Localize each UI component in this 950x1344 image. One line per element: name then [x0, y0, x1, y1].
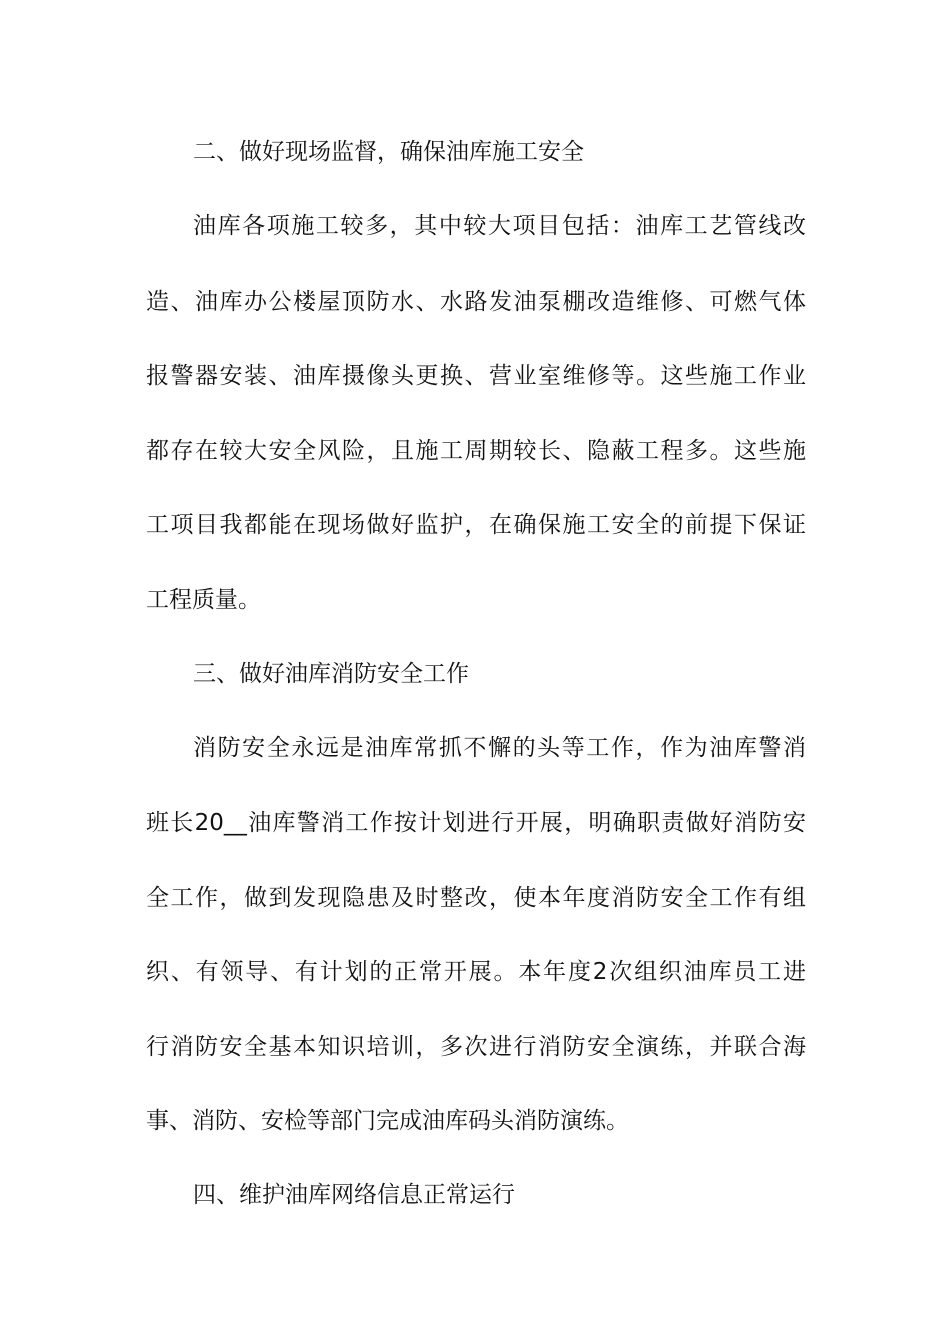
paragraph-line: 消防安全永远是油库常抓不懈的头等工作，作为油库警消 — [193, 735, 806, 761]
paragraph-line: 全工作，做到发现隐患及时整改，使本年度消防安全工作有组 — [146, 885, 806, 911]
paragraph-line: 油库各项施工较多，其中较大项目包括：油库工艺管线改 — [193, 213, 806, 239]
paragraph-line: 班长20__油库警消工作按计划进行开展，明确职责做好消防安 — [146, 810, 806, 836]
paragraph-line: 事、消防、安检等部门完成油库码头消防演练。 — [146, 1108, 629, 1134]
paragraph-line: 报警器安装、油库摄像头更换、营业室维修等。这些施工作业 — [146, 363, 806, 389]
section-heading-2: 二、做好现场监督，确保油库施工安全 — [193, 139, 584, 165]
paragraph-line: 工程质量。 — [146, 587, 261, 613]
paragraph-line: 造、油库办公楼屋顶防水、水路发油泵棚改造维修、可燃气体 — [146, 289, 806, 315]
paragraph-line: 都存在较大安全风险，且施工周期较长、隐蔽工程多。这些施 — [146, 438, 806, 464]
paragraph-line: 工项目我都能在现场做好监护，在确保施工安全的前提下保证 — [146, 512, 806, 538]
section-heading-4: 四、维护油库网络信息正常运行 — [193, 1182, 515, 1208]
section-heading-3: 三、做好油库消防安全工作 — [193, 661, 469, 687]
paragraph-line: 织、有领导、有计划的正常开展。本年度2次组织油库员工进 — [146, 959, 806, 985]
paragraph-line: 行消防安全基本知识培训，多次进行消防安全演练，并联合海 — [146, 1034, 806, 1060]
